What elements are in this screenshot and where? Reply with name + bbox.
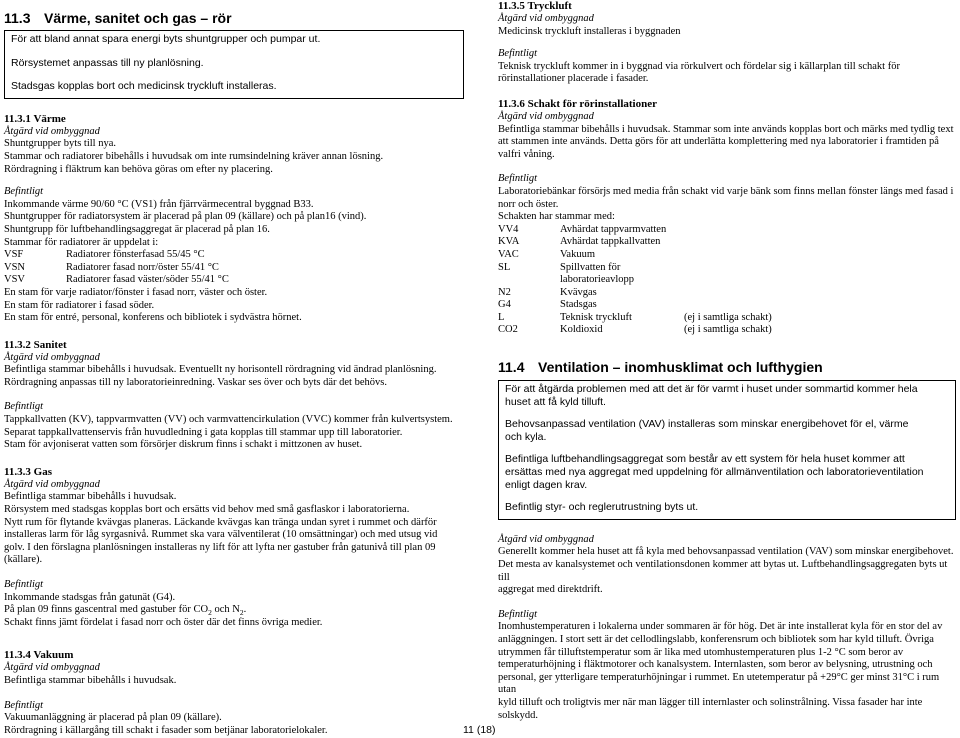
action-label: Åtgärd vid ombyggnad (4, 351, 100, 363)
paragraph-line: Befintliga stammar bibehålls i huvudsak. Eventuellt ny horisontell rördragning vid ändrad planlösning. (4, 364, 437, 376)
subsection-schakt (498, 98, 956, 337)
paragraph-line: Rördragning i fläktrum kan behöva göras om efter ny placering. (4, 163, 273, 175)
summary-line: För att bland annat spara energi byts shuntgrupper och pumpar ut. (11, 33, 321, 45)
paragraph-line: Rördragning i källargång till schakt i fasader som betjänar laboratorielokaler. (4, 724, 328, 736)
existing-label: Befintligt (498, 48, 538, 60)
right-column (498, 0, 956, 722)
paragraph-line: Schakten har stammar med: (498, 211, 615, 223)
paragraph-line: kyld tilluft och troligtvis mer när man lägger till internlaster och solinstrålning. Vissa fasader har inte (498, 696, 923, 708)
summary-line: För att åtgärda problemen med att det är för varmt i huset under sommartid kommer hela (505, 383, 918, 396)
paragraph-line: personal, ger ytterligare temperaturhöjningar i rummet. En utetemperatur på +29°C ger minst 31°C i rum utan (498, 671, 940, 696)
paragraph-line: installeras larm för låg syrgasnivå. Rummet ska vara välventilerat (10 omsättningar) och med utsug vid (4, 529, 438, 541)
paragraph-line: Shuntgrupper byts till nya. (4, 138, 116, 150)
paragraph-line: Tappkallvatten (KV), tappvarmvatten (VV) och varmvattencirkulation (VVC) kommer från kulvertsystem. (4, 414, 453, 426)
existing-label: Befintligt (4, 699, 44, 711)
summary-line: Stadsgas kopplas bort och medicinsk tryckluft installeras. (11, 80, 277, 93)
subsection-title: 11.3.1 Värme (4, 112, 66, 125)
paragraph-line: På plan 09 finns gascentral med gastuber för $CO_2$ och $N_2$. (4, 604, 247, 618)
existing-label: Befintligt (4, 579, 44, 590)
paragraph-line: Shuntgrupp för luftbehandlingsaggregat är placerad på plan 16. (4, 223, 270, 235)
table-row: L Teknisk tryckluft (ej i samtliga schakt) (498, 311, 772, 323)
section-heading-11-3: 11.3 Värme, sanitet och gas – rör (4, 10, 232, 26)
paragraph-line: Befintliga stammar bibehålls i huvudsak. (4, 674, 177, 686)
paragraph-line: Inkommande stadsgas från gatunät (G4). (4, 591, 176, 603)
action-label: Åtgärd vid ombyggnad (4, 478, 100, 490)
action-label: Åtgärd vid ombyggnad (4, 125, 100, 137)
table-row: SL Spillvatten för laboratorieavlopp (498, 261, 635, 286)
paragraph-line: Stam för avjoniserat vatten som försörjer diskrum finns i schakt i mittzonen av huset. (4, 439, 363, 451)
paragraph-line: aggregat med direktdrift. (498, 584, 603, 596)
paragraph-line: En stam för radiatorer i fasad söder. (4, 299, 155, 311)
left-column (4, 0, 464, 737)
paragraph-line: solskydd. (498, 709, 538, 721)
paragraph-line: valfri våning. (498, 148, 555, 160)
paragraph-line: golv. I den förslagna planlösningen installeras ny lift för att lyfta ner gastuber från gatunivå till plan 09 (4, 541, 436, 553)
paragraph-line: Inomhustemperaturen i lokalerna under sommaren är för hög. Det är inte installerat kyla för en stor del av (498, 621, 943, 633)
subsection-gas (4, 466, 464, 630)
paragraph-line: Shuntgrupper för radiatorsystem är placerad på plan 09 (källare) och på plan16 (vind). (4, 211, 367, 223)
paragraph-line: Laboratoriebänkar försörjs med media från schakt vid varje bänk som finns mellan fönster längs med fasad i (498, 185, 954, 197)
paragraph-line: Inkommande värme 90/60 °C (VS1) från fjärrvärmecentral byggnad B33. (4, 198, 314, 210)
existing-label: Befintligt (498, 173, 538, 185)
paragraph-line: Det mesta av kanalsystemet och ventilationsdonen kommer att bytas ut. Luftbehandlingsaggregaten byts ut till (498, 559, 948, 583)
page-number: 11 (18) (463, 724, 496, 736)
summary-line: Behovsanpassad ventilation (VAV) installeras som minskar energibehovet för el, värme (505, 418, 909, 431)
summary-line: Befintlig styr- och reglerutrustning byts ut. (505, 501, 699, 514)
subsection-title: 11.3.6 Schakt för rörinstallationer (498, 97, 657, 110)
paragraph-line: utrymmen får tilluftstemperatur som är lika med utomhustemperaturen plus 1-2 °C som beror av (498, 646, 904, 658)
subsection-title: 11.3.2 Sanitet (4, 338, 67, 351)
summary-line: ersättas med nya aggregat med uppdelning för allmänventilation och laboratorieventilation (505, 466, 924, 479)
paragraph-line: Teknisk tryckluft kommer in i byggnad via rörkulvert och fördelar sig i källarplan till schakt för (498, 60, 900, 72)
paragraph-line: Rörsystem med stadsgas kopplas bort och ersätts vid behov med små gasflaskor i laboratorierna. (4, 504, 410, 516)
table-row: N2 Kvävgas (498, 286, 597, 298)
section-ventilation (498, 359, 956, 722)
ventilation-summary-box (498, 380, 956, 520)
paragraph-line: Befintliga stammar bibehålls i huvudsak. Stammar som inte används kopplas bort och märks med tydlig text (498, 123, 954, 135)
existing-label: Befintligt (498, 608, 538, 620)
paragraph-line: Schakt finns jämt fördelat i fasad norr och öster där det finns övriga medier. (4, 616, 323, 628)
paragraph-line: Vakuumanläggning är placerad på plan 09 (källare). (4, 712, 222, 724)
summary-line: och kyla. (505, 430, 547, 443)
subsection-tryckluft (498, 0, 956, 86)
paragraph-line: (källare). (4, 554, 43, 566)
subsection-title: 11.3.4 Vakuum (4, 649, 74, 662)
paragraph-line: Generellt kommer hela huset att få kyla med behovsanpassad ventilation (VAV) som minskar energibehovet. (498, 546, 954, 558)
table-row: CO2 Koldioxid (ej i samtliga schakt) (498, 324, 772, 336)
action-label: Åtgärd vid ombyggnad (498, 533, 594, 545)
action-label: Åtgärd vid ombyggnad (4, 662, 100, 674)
subsection-sanitet (4, 339, 464, 452)
summary-line: enligt dagen krav. (505, 478, 588, 491)
summary-line: Befintliga luftbehandlingsaggregat som består av ett system för hela huset kommer att (505, 453, 905, 466)
table-row: VSV Radiatorer fasad väster/söder 55/41 °C (4, 274, 229, 286)
existing-label: Befintligt (4, 186, 44, 198)
table-row: G4 Stadsgas (498, 299, 597, 311)
paragraph-line: En stam för varje radiator/fönster i fasad norr, väster och öster. (4, 286, 268, 298)
paragraph-line: En stam för entré, personal, konferens och bibliotek i sydvästra hörnet. (4, 312, 302, 324)
action-label: Åtgärd vid ombyggnad (498, 13, 594, 24)
table-row: VV4 Avhärdat tappvarmvatten (498, 223, 667, 235)
paragraph-line: Befintliga stammar bibehålls i huvudsak. (4, 491, 177, 503)
table-row: VAC Vakuum (498, 248, 595, 260)
paragraph-line: Stammar för radiatorer är uppdelat i: (4, 236, 159, 248)
paragraph-line: rörinstallationer placerade i fasader. (498, 73, 649, 85)
paragraph-line: temperaturhöjning i fläktmotorer och kanalsystem. Internlasten, som beror av belysning, utrustning och (498, 659, 933, 671)
table-row: VSN Radiatorer fasad norr/öster 55/41 °C (4, 261, 219, 273)
paragraph-line: Nytt rum för flytande kvävgas planeras. Läckande kvävgas kan tränga undan syret i rummet och därför (4, 516, 437, 528)
summary-box (4, 30, 464, 99)
paragraph-line: att stammen inte används. Detta görs för att underlätta komplettering med nya laboratorier i framtiden på (498, 136, 939, 148)
existing-label: Befintligt (4, 401, 44, 413)
action-label: Åtgärd vid ombyggnad (498, 110, 594, 122)
subsection-title: 11.3.3 Gas (4, 465, 52, 478)
paragraph-line: Stammar och radiatorer bibehålls i huvudsak om inte rumsindelning kräver annan lösning. (4, 150, 384, 162)
table-row: KVA Avhärdat tappkallvatten (498, 236, 661, 248)
subsection-title: 11.3.5 Tryckluft (498, 0, 572, 12)
paragraph-line: Rördragning anpassas till ny laboratorieinredning. Vaskar ses över och byts där det behövs. (4, 376, 387, 388)
paragraph-line: norr och öster. (498, 198, 559, 210)
paragraph-line: Separat tappkallvattenservis från huvudledning i gata kopplas till stammar upp till laboratorier. (4, 426, 403, 438)
subsection-vakuum (4, 649, 464, 737)
paragraph-line: anläggningen. I stort sett är det cellodlingslabb, konferensrum och bibliotek som har kyld tilluft. Övriga (498, 633, 934, 645)
subsection-varme (4, 113, 464, 325)
section-heading-11-4: 11.4 Ventilation – inomhusklimat och lufthygien (498, 359, 823, 376)
summary-line: Rörsystemet anpassas till ny planlösning. (11, 56, 204, 69)
summary-line: huset att få kyld tilluft. (505, 395, 606, 408)
table-row: VSF Radiatorer fönsterfasad 55/45 °C (4, 249, 205, 261)
paragraph-line: Medicinsk tryckluft installeras i byggnaden (498, 25, 681, 37)
